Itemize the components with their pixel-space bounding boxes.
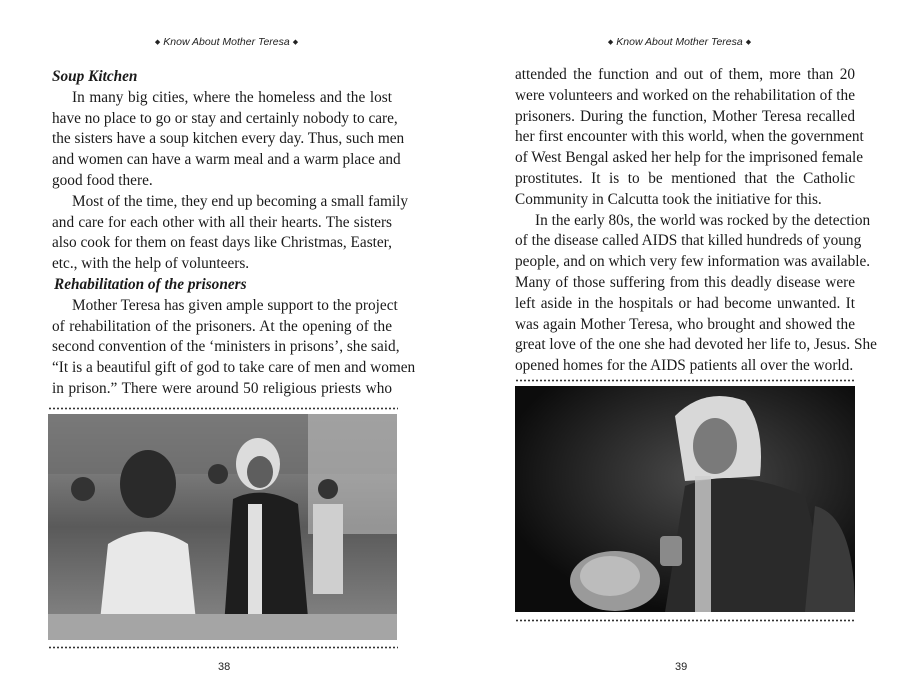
page-number: 38 xyxy=(218,661,231,673)
section-heading: Soup Kitchen xyxy=(52,68,138,85)
right-page xyxy=(453,0,906,700)
running-head: ◆ Know About Mother Teresa ◆ xyxy=(607,36,752,48)
dotted-rule xyxy=(515,619,855,622)
text-line: in prison.” There were around 50 religious priests who xyxy=(52,379,392,397)
text-line: In the early 80s, the world was rocked by the detection xyxy=(535,211,871,229)
text-line: her first encounter with this world, when the government xyxy=(515,128,864,146)
paragraph xyxy=(52,88,405,192)
text-line: Mother Teresa has given ample support to the project xyxy=(72,296,398,314)
paragraph xyxy=(515,65,864,211)
text-line: and care for each other with all their hearts. The sisters xyxy=(52,213,392,231)
page-number: 39 xyxy=(675,661,688,673)
text-line: people, and on which very few information was available. xyxy=(515,253,871,271)
text-line: Many of those suffering from this deadly disease were xyxy=(515,273,855,291)
photo-mother-teresa-caring-for-patient xyxy=(515,386,855,612)
paragraph xyxy=(52,192,409,275)
text-line: left aside in the hospitals or had become unwanted. It xyxy=(515,294,855,312)
paragraph xyxy=(515,211,877,377)
paragraph xyxy=(52,296,416,400)
text-line: great love of the one she had devoted her life to, Jesus. She xyxy=(515,336,877,354)
photo-mother-teresa-with-prisoners xyxy=(48,414,397,640)
text-line: prostitutes. It is to be mentioned that the Catholic xyxy=(515,169,855,187)
text-line: second convention of the ‘ministers in prisons’, she said, xyxy=(52,338,400,356)
running-head: ◆ Know About Mother Teresa ◆ xyxy=(154,36,299,48)
text-line: have no place to go or stay and certainly nobody to care, xyxy=(52,109,398,127)
dotted-rule xyxy=(48,646,398,649)
text-line: also cook for them on feast days like Christmas, Easter, xyxy=(52,234,392,252)
text-line: and women can have a warm meal and a warm place and xyxy=(52,151,401,169)
text-line: attended the function and out of them, more than 20 xyxy=(515,66,855,83)
dotted-rule xyxy=(48,407,398,410)
text-line: of the disease called AIDS that killed hundreds of young xyxy=(515,232,862,250)
text-line: opened homes for the AIDS patients all over the world. xyxy=(515,357,854,375)
section-heading: Rehabilitation of the prisoners xyxy=(54,275,247,293)
text-line: of rehabilitation of the prisoners. At the opening of the xyxy=(52,317,392,335)
text-line: Community in Calcutta took the initiative for this. xyxy=(515,190,822,208)
text-line: was again Mother Teresa, who brought and showed the xyxy=(515,315,855,333)
text-line: good food there. xyxy=(52,171,153,189)
running-head-text: Know About Mother Teresa xyxy=(163,36,290,48)
text-line: were volunteers and worked on the rehabilitation of the xyxy=(515,86,855,104)
text-line: In many big cities, where the homeless and the lost xyxy=(72,88,392,106)
text-line: etc., with the help of volunteers. xyxy=(52,255,250,273)
text-line: “It is a beautiful gift of god to take care of men and women xyxy=(52,359,416,377)
left-page xyxy=(0,0,453,700)
running-head-text: Know About Mother Teresa xyxy=(616,36,743,48)
dotted-rule xyxy=(515,379,855,382)
text-line: the sisters have a soup kitchen every day. Thus, such men xyxy=(52,130,405,148)
text-line: prisoners. During the function, Mother Teresa recalled xyxy=(515,107,855,125)
right-body-text xyxy=(515,65,877,377)
text-line: Most of the time, they end up becoming a small family xyxy=(72,192,409,210)
left-body-text xyxy=(52,67,416,400)
text-line: of West Bengal asked her help for the imprisoned female xyxy=(515,149,864,167)
